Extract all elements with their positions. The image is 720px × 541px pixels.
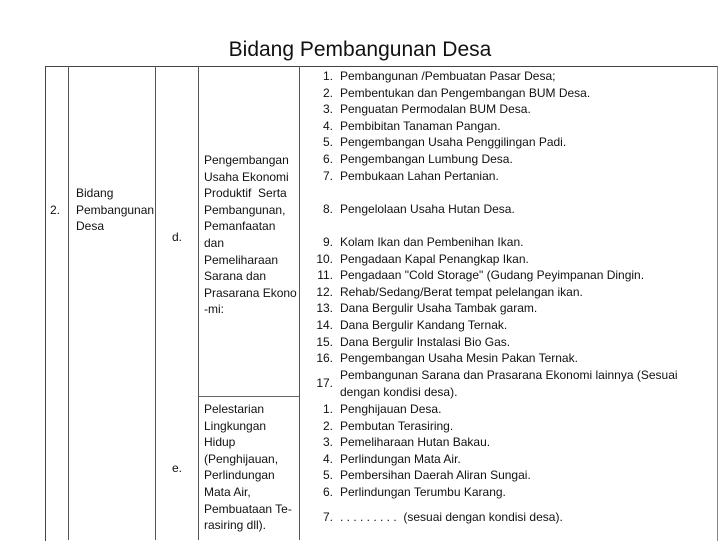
- item-text: Pembibitan Tanaman Pangan.: [340, 118, 501, 133]
- item-text: Pembentukan dan Pengembangan BUM Desa.: [340, 85, 591, 100]
- item-text: dengan kondisi desa).: [340, 384, 458, 399]
- item-number: 2.: [322, 418, 333, 433]
- section-description-line: Perlindungan: [204, 468, 275, 483]
- section-letter: d.: [172, 230, 183, 244]
- item-text: Dana Bergulir Usaha Tambak garam.: [340, 301, 538, 316]
- item-text: Pembersihan Daerah Aliran Sungai.: [340, 468, 531, 483]
- item-number: 5.: [322, 135, 333, 150]
- item-number: 8.: [322, 202, 333, 216]
- item-number: 10.: [316, 251, 333, 266]
- section-description-line: Mata Air,: [204, 485, 251, 499]
- row-number: 2.: [50, 203, 61, 217]
- item-text: Pembangunan Sarana dan Prasarana Ekonomi lainnya (Sesuai: [340, 368, 678, 382]
- item-text: Pengadaan Kapal Penangkap Ikan.: [340, 251, 529, 266]
- item-number: 14.: [316, 318, 333, 332]
- item-number: 3.: [322, 102, 333, 117]
- section-description-line: Sarana dan: [204, 269, 267, 284]
- section-description-line: Pemanfaatan: [204, 219, 276, 234]
- section-letter: e.: [172, 461, 183, 475]
- item-number: 7.: [322, 510, 333, 524]
- section-description-line: Pemeliharaan: [204, 252, 279, 267]
- column-divider: [68, 66, 69, 540]
- item-text: Pemeliharaan Hutan Bakau.: [340, 435, 491, 450]
- item-number: 13.: [316, 301, 333, 316]
- column-divider: [299, 66, 300, 540]
- item-number: 5.: [322, 468, 333, 483]
- item-text: Dana Bergulir Instalasi Bio Gas.: [340, 334, 511, 349]
- item-number: 2.: [322, 85, 333, 100]
- item-text: Pengelolaan Usaha Hutan Desa.: [340, 202, 515, 216]
- column-divider: [198, 66, 199, 540]
- item-text: Pengembangan Lumbung Desa.: [340, 152, 513, 166]
- item-number: 6.: [322, 152, 333, 166]
- item-number: 6.: [322, 485, 333, 499]
- item-text: Pembutan Terasiring.: [340, 418, 454, 433]
- item-number: 7.: [322, 168, 333, 183]
- item-text: Perlindungan Mata Air.: [340, 451, 461, 466]
- section-description-line: Produktif Serta: [204, 186, 287, 201]
- section-description-line: Prasarana Ekono: [204, 285, 297, 300]
- item-text: Pembangunan /Pembuatan Pasar Desa;: [340, 69, 556, 83]
- item-text: Dana Bergulir Kandang Ternak.: [340, 318, 508, 332]
- field-label-line: Bidang: [76, 186, 114, 200]
- item-number: 1.: [322, 402, 333, 416]
- column-divider: [155, 66, 156, 540]
- item-number: 11.: [317, 268, 333, 283]
- section-description-line: Pelestarian: [204, 402, 265, 416]
- item-number: 16.: [316, 351, 333, 366]
- item-text: . . . . . . . . . (sesuai dengan kondisi desa).: [340, 510, 563, 524]
- section-description-line: Hidup: [204, 435, 236, 450]
- item-number: 4.: [322, 451, 333, 466]
- section-description-line: Pembuataan Te-: [204, 501, 292, 516]
- item-number: 3.: [322, 435, 333, 450]
- item-text: Pembukaan Lahan Pertanian.: [340, 168, 499, 183]
- item-text: Pengembangan Usaha Penggilingan Padi.: [340, 135, 567, 150]
- item-number: 1.: [322, 69, 333, 83]
- section-description-line: -mi:: [204, 302, 224, 317]
- section-description-line: Pengembangan: [204, 153, 289, 167]
- page-title: Bidang Pembangunan Desa: [228, 38, 492, 61]
- section-description-line: Usaha Ekonomi: [204, 169, 289, 184]
- item-text: Pengadaan "Cold Storage" (Gudang Peyimpanan Dingin.: [340, 268, 645, 283]
- item-number: 15.: [316, 334, 333, 349]
- item-text: Perlindungan Terumbu Karang.: [340, 485, 506, 499]
- item-text: Penghijauan Desa.: [340, 402, 442, 416]
- field-label-line: Desa: [76, 219, 105, 234]
- section-description-line: Pembangunan,: [204, 202, 286, 217]
- section-description-line: (Penghijauan,: [204, 451, 279, 466]
- item-text: Kolam Ikan dan Pembenihan Ikan.: [340, 235, 524, 249]
- item-text: Pengembangan Usaha Mesin Pakan Ternak.: [340, 351, 578, 366]
- item-text: Rehab/Sedang/Berat tempat pelelangan ikan.: [340, 284, 583, 299]
- item-number: 17.: [316, 376, 333, 391]
- item-text: Penguatan Permodalan BUM Desa.: [340, 102, 531, 117]
- item-number: 9.: [322, 235, 333, 249]
- item-number: 4.: [322, 118, 333, 133]
- section-description-line: rasiring dll).: [204, 518, 267, 533]
- row-divider: [198, 396, 299, 397]
- section-description-line: dan: [204, 236, 225, 250]
- field-label-line: Pembangunan: [76, 202, 155, 217]
- section-description-line: Lingkungan: [204, 418, 267, 433]
- item-number: 12.: [316, 284, 333, 299]
